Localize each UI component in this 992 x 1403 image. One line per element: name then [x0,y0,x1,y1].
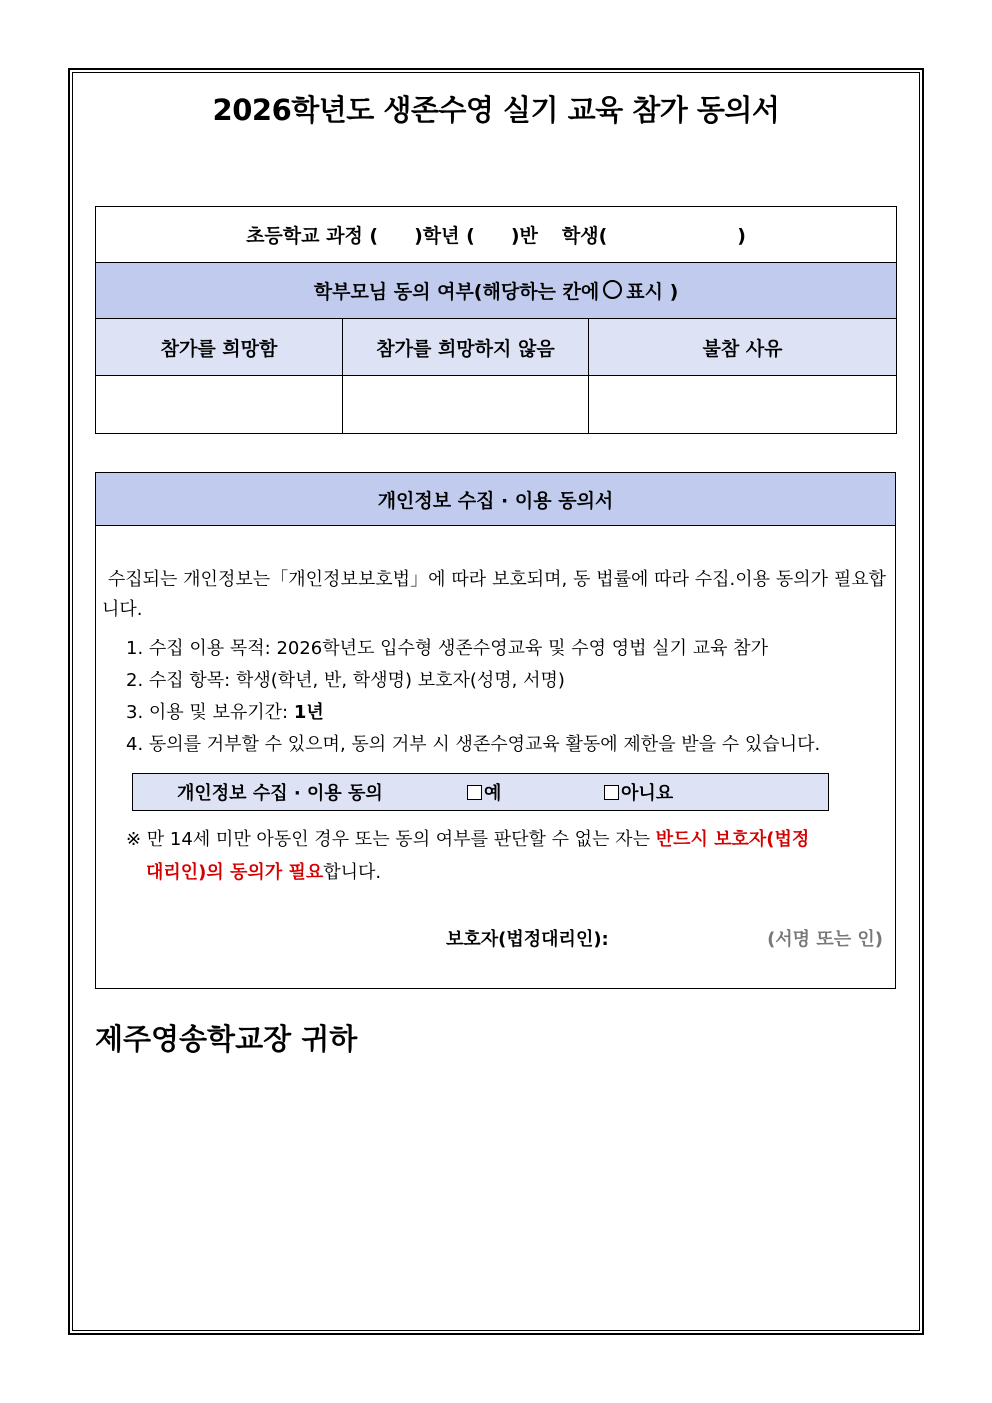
guardian-consent-note: ※ 만 14세 미만 아동인 경우 또는 동의 여부를 판단할 수 없는 자는 반드시 보호자(법정 대리인)의 동의가 필요합니다. [126,829,810,883]
consent-suffix: 표시 ) [626,281,679,303]
circle-icon [603,280,622,299]
addressee: 제주영송학교장 귀하 [95,1022,358,1056]
checkbox-icon[interactable] [604,785,619,800]
agree-yes-option[interactable]: 예 [467,779,604,805]
student-label: 학생( [561,225,608,247]
document-title: 2026학년도 생존수영 실기 교육 참가 동의서 [212,93,780,127]
option-input-row [96,376,897,434]
consent-label: 학부모님 동의 여부(해당하는 칸에 [313,281,600,303]
col-attend: 참가를 희망함 [96,319,343,376]
reason-input-cell[interactable] [589,376,897,434]
privacy-agree-box [132,773,829,811]
grade-label: )학년 ( [414,225,475,247]
consent-header-cell [96,263,897,319]
privacy-item: 2. 수집 항목: 학생(학년, 반, 학생명) 보호자(성명, 서명) [126,670,565,691]
privacy-heading: 개인정보 수집 · 이용 동의서 [96,473,895,526]
class-label: )반 [510,225,538,247]
student-close: ) [737,225,746,247]
class-info-cell [96,207,897,263]
participation-table [95,206,897,434]
privacy-consent-box [95,472,896,989]
privacy-item: 4. 동의를 거부할 수 있으며, 동의 거부 시 생존수영교육 활동에 제한을 받을 수 있습니다. [126,734,821,755]
course-label: 초등학교 과정 ( [246,225,379,247]
privacy-item: 3. 이용 및 보유기간: 1년 [126,702,324,723]
guardian-label: 보호자(법정대리인): [446,929,609,950]
attend-input-cell[interactable] [96,376,343,434]
agree-no-option[interactable]: 아니요 [604,779,673,805]
privacy-item: 1. 수집 이용 목적: 2026학년도 입수형 생존수영교육 및 수영 영법 실기 교육 참가 [126,638,768,659]
class-info-row [96,207,897,263]
col-not-attend: 참가를 희망하지 않음 [343,319,589,376]
consent-header-row [96,263,897,319]
privacy-items-list [126,633,820,761]
option-header-row [96,319,897,376]
agree-label: 개인정보 수집 · 이용 동의 [177,783,383,804]
signature-hint[interactable]: (서명 또는 인) [767,929,883,950]
col-reason: 불참 사유 [589,319,897,376]
privacy-intro: 수집되는 개인정보는「개인정보보호법」에 따라 보호되며, 동 법률에 따라 수집.이용 동의가 필요합니다. [102,569,886,620]
not-attend-input-cell[interactable] [343,376,589,434]
checkbox-icon[interactable] [467,785,482,800]
